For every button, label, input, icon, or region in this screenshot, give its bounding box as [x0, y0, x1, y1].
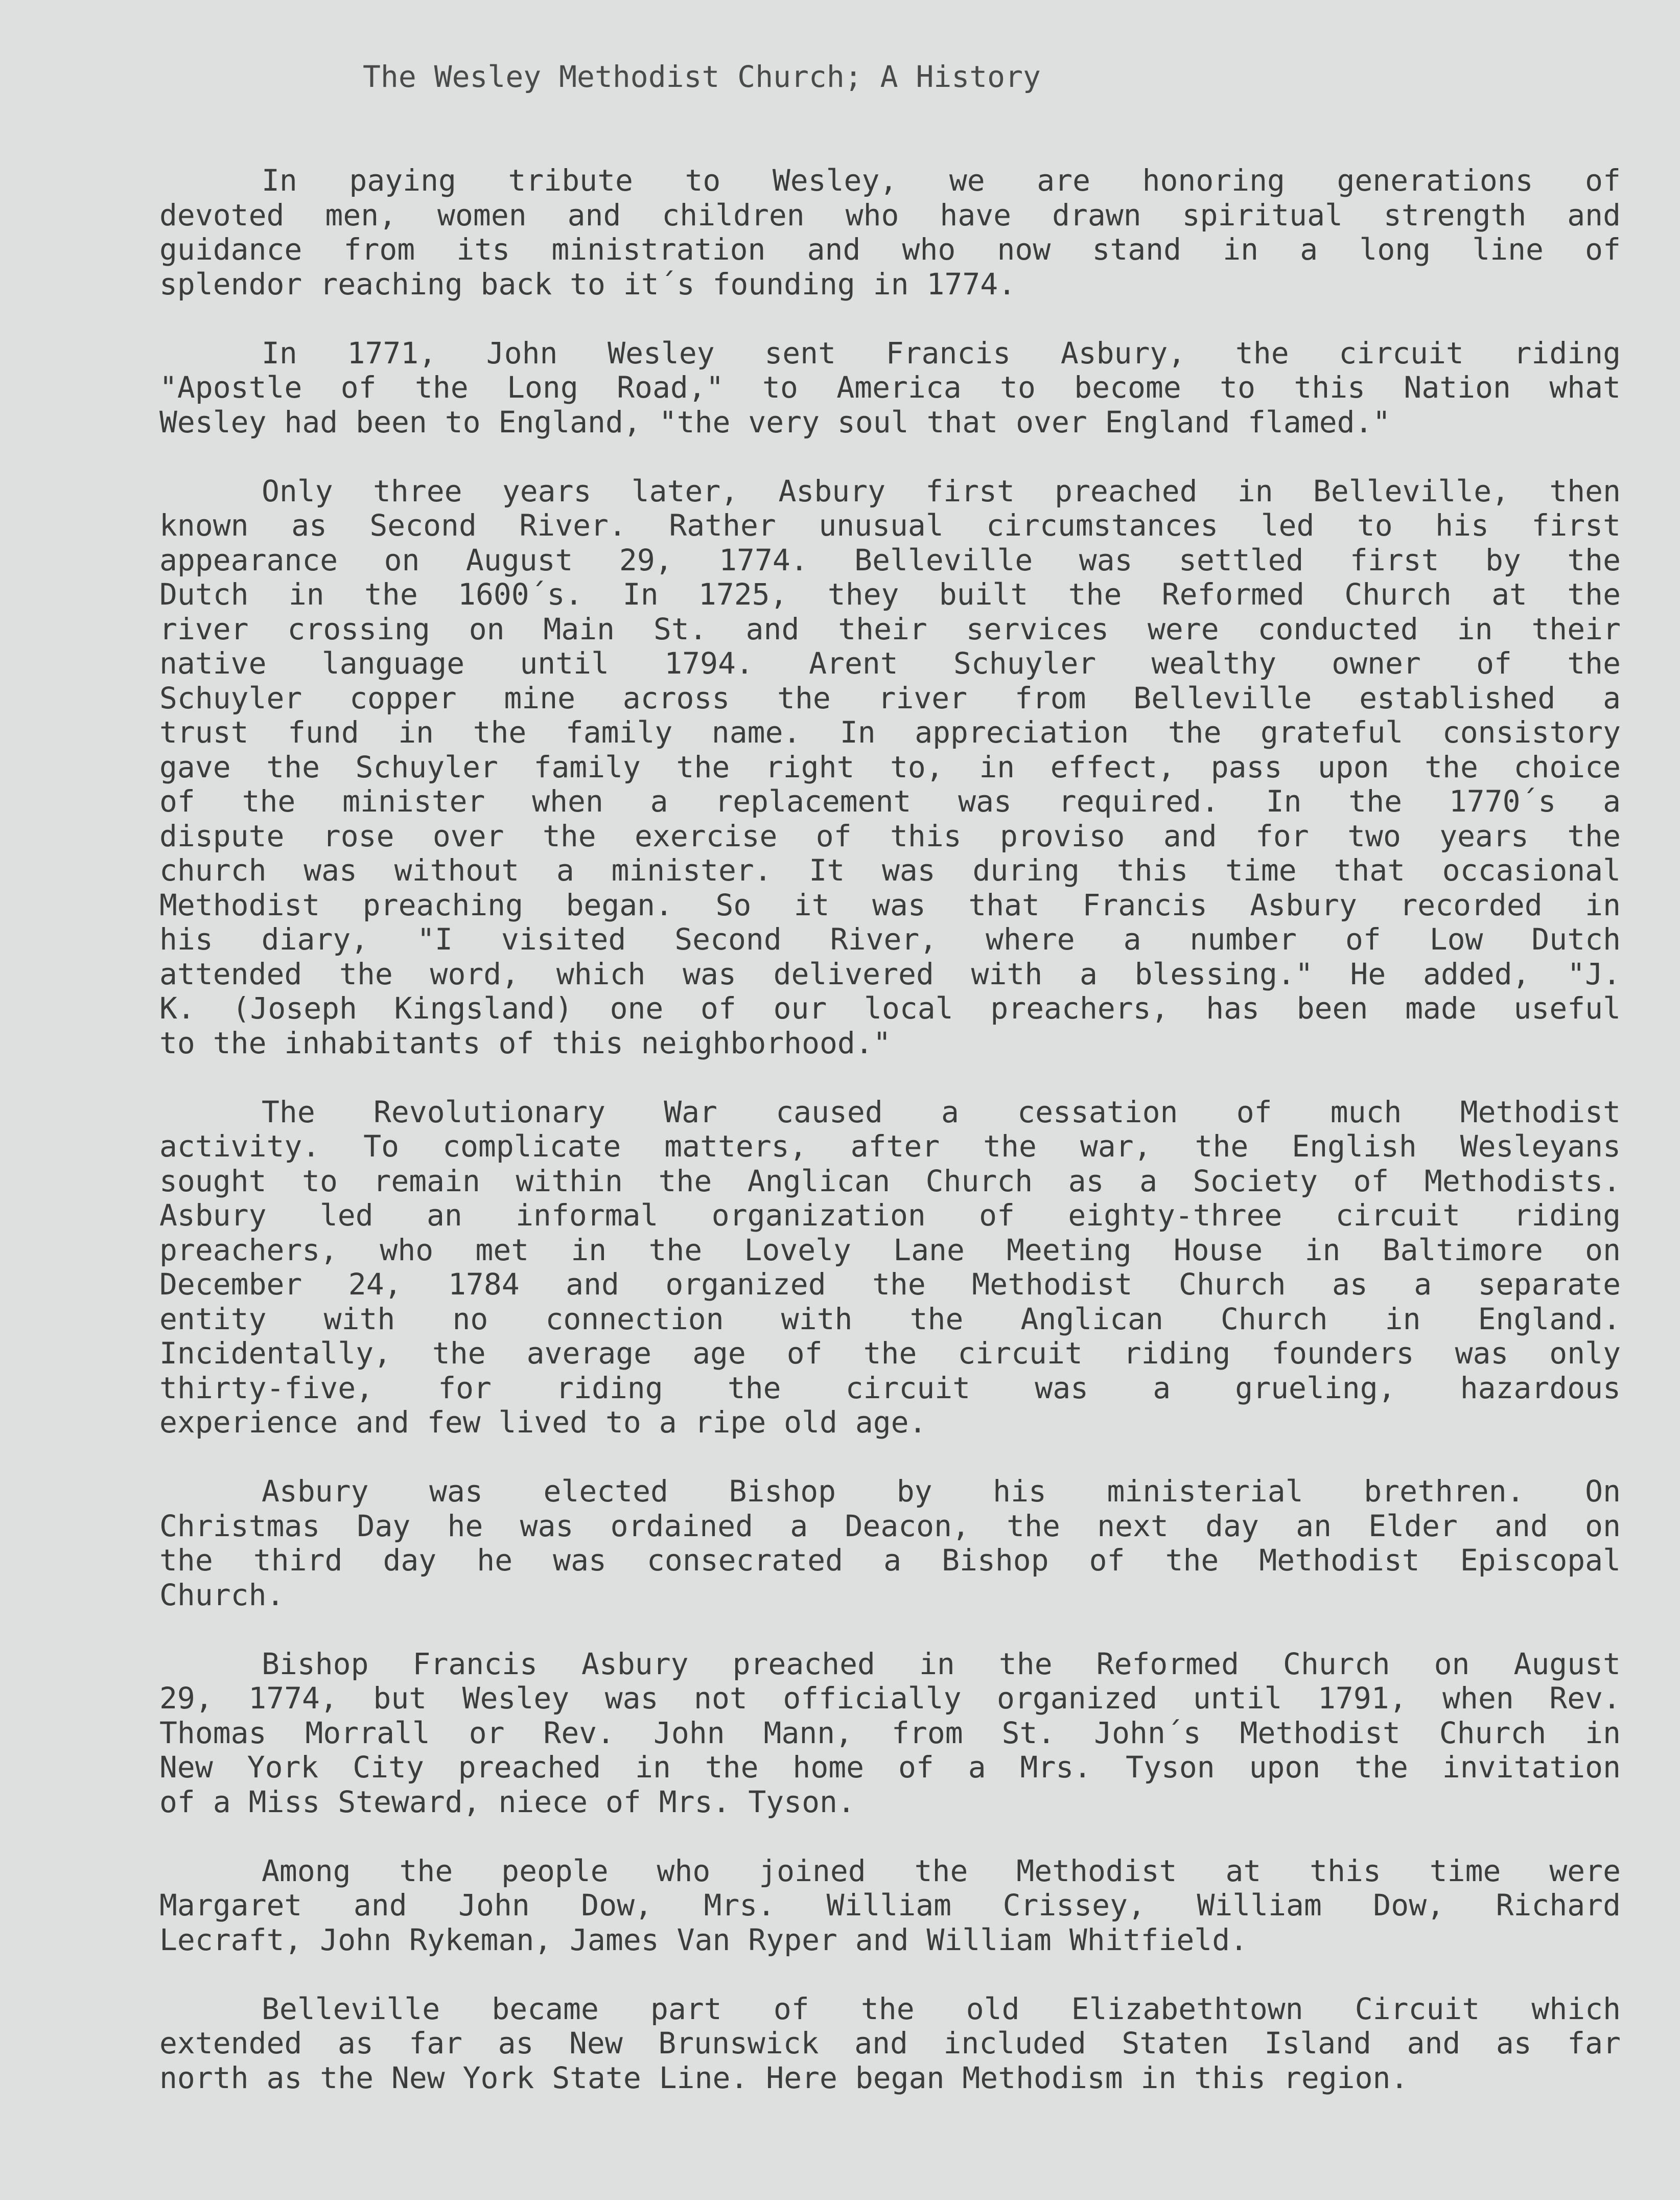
text-line: Bishop Francis Asbury preached in the Reformed Church on August — [262, 1646, 1621, 1681]
text-line: Asbury led an informal organization of eighty-three circuit riding — [159, 1198, 1621, 1233]
text-line: appearance on August 29, 1774. Belleville was settled first by the — [159, 542, 1621, 577]
text-line: Incidentally, the average age of the circuit riding founders was only — [159, 1336, 1621, 1371]
text-line: Thomas Morrall or Rev. John Mann, from St. John´s Methodist Church in — [159, 1715, 1621, 1750]
paragraph — [159, 1854, 1621, 1958]
text-line: 29, 1774, but Wesley was not officially organized until 1791, when Rev. — [159, 1681, 1621, 1716]
text-line: New York City preached in the home of a Mrs. Tyson upon the invitation — [159, 1750, 1621, 1785]
text-line: north as the New York State Line. Here began Methodism in this region. — [159, 2060, 1409, 2095]
text-line: activity. To complicate matters, after the war, the English Wesleyans — [159, 1129, 1621, 1164]
text-line: trust fund in the family name. In appreciation the grateful consistory — [159, 715, 1621, 750]
text-line: December 24, 1784 and organized the Methodist Church as a separate — [159, 1267, 1621, 1302]
paragraph — [159, 336, 1621, 440]
paragraph — [159, 474, 1621, 1061]
text-line: Asbury was elected Bishop by his ministerial brethren. On — [262, 1474, 1621, 1509]
text-line: splendor reaching back to it´s founding in 1774. — [159, 266, 1016, 302]
text-line: Schuyler copper mine across the river from Belleville established a — [159, 680, 1621, 715]
text-line: experience and few lived to a ripe old age. — [159, 1405, 927, 1440]
text-line: extended as far as New Brunswick and included Staten Island and as far — [159, 2026, 1621, 2060]
text-line: Lecraft, John Rykeman, James Van Ryper and William Whitfield. — [159, 1922, 1248, 1957]
text-line: Only three years later, Asbury first preached in Belleville, then — [262, 473, 1621, 508]
text-line: "Apostle of the Long Road," to America to become to this Nation what — [159, 370, 1621, 405]
paragraph — [159, 1095, 1621, 1440]
text-line: Wesley had been to England, "the very soul that over England flamed." — [159, 404, 1391, 439]
text-line: In 1771, John Wesley sent Francis Asbury, the circuit riding — [262, 335, 1621, 370]
text-line: K. (Joseph Kingsland) one of our local preachers, has been made useful — [159, 991, 1621, 1026]
paragraph — [159, 1647, 1621, 1820]
text-line: Among the people who joined the Methodist at this time were — [262, 1853, 1621, 1888]
text-line: to the inhabitants of this neighborhood." — [159, 1025, 891, 1060]
text-line: guidance from its ministration and who now stand in a long line of — [159, 232, 1621, 267]
text-line: thirty-five, for riding the circuit was a grueling, hazardous — [159, 1370, 1621, 1405]
text-line: of the minister when a replacement was required. In the 1770´s a — [159, 784, 1621, 819]
document-body — [159, 164, 1621, 2130]
text-line: The Revolutionary War caused a cessation of much Methodist — [262, 1094, 1621, 1129]
text-line: sought to remain within the Anglican Church as a Society of Methodists. — [159, 1163, 1621, 1198]
document-title: The Wesley Methodist Church; A History — [363, 59, 1041, 94]
text-line: Christmas Day he was ordained a Deacon, the next day an Elder and on — [159, 1508, 1621, 1543]
text-line: of a Miss Steward, niece of Mrs. Tyson. — [159, 1784, 855, 1819]
paragraph — [159, 164, 1621, 302]
text-line: gave the Schuyler family the right to, in effect, pass upon the choice — [159, 749, 1621, 784]
text-line: the third day he was consecrated a Bishop of the Methodist Episcopal — [159, 1543, 1621, 1578]
text-line: Methodist preaching began. So it was that Francis Asbury recorded in — [159, 887, 1621, 922]
paragraph — [159, 1474, 1621, 1612]
text-line: church was without a minister. It was during this time that occasional — [159, 853, 1621, 888]
text-line: known as Second River. Rather unusual circumstances led to his first — [159, 508, 1621, 543]
text-line: devoted men, women and children who have drawn spiritual strength and — [159, 197, 1621, 233]
text-line: entity with no connection with the Anglican Church in England. — [159, 1301, 1621, 1336]
text-line: native language until 1794. Arent Schuyler wealthy owner of the — [159, 646, 1621, 681]
text-line: dispute rose over the exercise of this proviso and for two years the — [159, 818, 1621, 853]
text-line: Belleville became part of the old Elizabethtown Circuit which — [262, 1991, 1621, 2026]
text-line: Church. — [159, 1577, 285, 1612]
text-line: preachers, who met in the Lovely Lane Meeting House in Baltimore on — [159, 1232, 1621, 1267]
text-line: Dutch in the 1600´s. In 1725, they built the Reformed Church at the — [159, 577, 1621, 612]
text-line: Margaret and John Dow, Mrs. William Crissey, William Dow, Richard — [159, 1888, 1621, 1923]
text-line: In paying tribute to Wesley, we are honoring generations of — [262, 163, 1621, 198]
text-line: his diary, "I visited Second River, where a number of Low Dutch — [159, 922, 1621, 957]
paragraph — [159, 1992, 1621, 2096]
text-line: river crossing on Main St. and their services were conducted in their — [159, 611, 1621, 646]
text-line: attended the word, which was delivered with a blessing." He added, "J. — [159, 956, 1621, 991]
